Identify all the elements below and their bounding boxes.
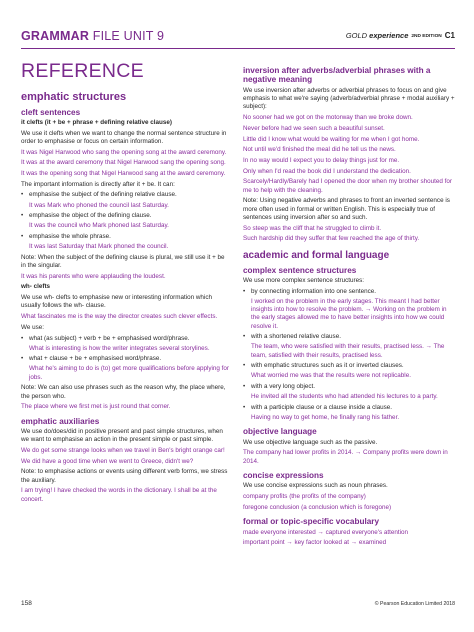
example: He invited all the students who had attended his lectures to a party. (251, 393, 438, 401)
aux-intro: We use do/does/did in positive present and past simple structures, when we want to emphasise an action in the present simple or past simple. (21, 428, 223, 444)
bullet-item: • with a participle clause or a clause inside a clause. (243, 404, 455, 412)
copyright-notice: © Pearson Education Limited 2018 (374, 601, 455, 607)
example: It was the opening song that Nigel Harwood sang at the award ceremony. (21, 170, 226, 178)
note: Note: to emphasise actions or events using different verb forms, we stress the auxiliary. (21, 468, 228, 484)
example: What is interesting is how the writer integrates several storylines. (29, 344, 210, 352)
example: Little did I know what would be waiting for me when I got home. (243, 135, 420, 143)
example: It was Mark who phoned the council last Saturday. (29, 201, 169, 209)
wh-intro: We use wh- clefts to emphasise new or interesting information which usually follows the wh- clause. (21, 294, 212, 310)
example: The team, who were satisfied with their results, practised less. → The team, satisfied with their results, practised less. (251, 343, 445, 359)
example: made everyone interested → captured everyone's attention (243, 528, 409, 536)
example: We did have a good time when we went to Greece, didn't we? (21, 457, 194, 465)
example: It was at the award ceremony that Nigel Harwood sang the opening song. (21, 159, 226, 167)
bullet-item: • with emphatic structures such as it or inverted clauses. (243, 362, 455, 370)
example: In no way would I expect you to delay things just for me. (243, 156, 400, 164)
bullet-item: • what + clause + be + emphasised word/phrase. (21, 355, 229, 363)
subheading-complex: complex sentence structures (243, 265, 357, 275)
page-number: 158 (21, 600, 32, 607)
subheading-objective: objective language (243, 427, 317, 437)
bullet-item: • with a very long object. (243, 383, 455, 391)
cleft-rule: it clefts (it + be + phrase + defining relative clause) (21, 119, 173, 127)
section-heading-academic: academic and formal language (243, 249, 390, 261)
example: foregone conclusion (a conclusion which is foregone) (243, 503, 392, 511)
page-title: REFERENCE (21, 60, 144, 82)
cleft-intro: We use it clefts when we want to change the normal sentence structure in order to emphasise or focus on certain information. (21, 129, 227, 145)
example: What he's aiming to do is (to) get more qualifications before applying for jobs. (29, 365, 230, 381)
example: important point → key factor looked at → examined (243, 539, 387, 547)
section-heading-emphatic: emphatic structures (21, 90, 127, 103)
bullet-item: • emphasise the object of the defining clause. (21, 212, 229, 220)
example: It was last Saturday that Mark phoned the council. (29, 243, 169, 251)
example: Having no way to get home, he finally rang his father. (251, 414, 400, 422)
example: Not until we'd finished the meal did he tell us the news. (243, 146, 396, 154)
subheading-cleft: cleft sentences (21, 107, 81, 117)
subheading-inversion: inversion after adverbs/adverbial phrases with a negative meaning (243, 66, 431, 85)
gold-label: GOLD (345, 31, 368, 40)
example: Never before had we seen such a beautiful sunset. (243, 124, 385, 132)
bullet-item: • emphasise the subject of the defining relative clause. (21, 191, 229, 199)
bullet-item: • emphasise the whole phrase. (21, 233, 229, 241)
inversion-intro: We use inversion after adverbs or adverbial phrases to focus on and give emphasis to what we're saying (adverb/adverbial phrase + modal auxiliary + subject): (243, 86, 455, 111)
example: I am trying! I have checked the words in the dictionary. I shall be at the concert. (21, 487, 217, 503)
example: It was the council who Mark phoned last Saturday. (29, 222, 169, 230)
example: We do get some strange looks when we travel in Ben's bright orange car! (21, 447, 225, 455)
bullet-item: • what (as subject) + verb + be + emphasised word/phrase. (21, 335, 229, 343)
example: I worked on the problem in the early stages. This meant I had better insights into how to resolve the problem. → Working on the problem in the early stages allowed me to have better insights into how we could resolve it. (251, 297, 447, 330)
example: What fascinates me is the way the director creates such clever effects. (21, 313, 218, 321)
bullet-item: • with a shortened relative clause. (243, 333, 455, 341)
header-divider (21, 48, 455, 49)
subheading-aux: emphatic auxiliaries (21, 416, 100, 426)
note: Note: We can also use phrases such as the reason why, the place where, the person who. (21, 384, 226, 400)
example: So steep was the cliff that he struggled to climb it. (243, 224, 382, 232)
note: Note: Using negative adverbs and phrases to front an inverted sentence is more often used in formal or written English. This is especially true of sentences using inversion after so and such. (243, 197, 450, 221)
example: What worried me was that the results were not replicable. (251, 372, 411, 380)
level-label: C1 (444, 31, 455, 40)
example: company profits (the profits of the company) (243, 493, 366, 501)
book-logo (346, 31, 455, 42)
concise-intro: We use concise expressions such as noun phrases. (243, 482, 388, 490)
objective-intro: We use objective language such as the passive. (243, 438, 378, 446)
example: Scarcely/Hardly/Barely had I opened the door when my brother shouted for me to help with the cleaning. (243, 178, 452, 194)
grammar-file-title (21, 28, 164, 45)
important-text: The important information is directly after it + be. It can: (21, 180, 175, 188)
example: It was Nigel Harwood who sang the opening song at the award ceremony. (21, 148, 227, 156)
file-unit-label: FILE UNIT 9 (92, 29, 165, 43)
example: The place where we first met is just round that corner. (21, 403, 171, 411)
right-column (243, 66, 455, 550)
experience-label: experience (369, 31, 409, 40)
bullet-item: • by connecting information into one sentence. (243, 288, 455, 296)
subheading-concise: concise expressions (243, 471, 324, 481)
example: The company had lower profits in 2014. → Company profits were down in 2014. (243, 449, 448, 465)
example: Only when I'd read the book did I understand the dedication. (243, 167, 411, 175)
complex-intro: We use more complex sentence structures: (243, 276, 364, 284)
example: Such hardship did they suffer that few reached the age of thirty. (243, 235, 420, 243)
page-footer (21, 600, 455, 610)
left-column (21, 62, 229, 506)
grammar-label: GRAMMAR (21, 29, 90, 43)
example: It was his parents who were applauding the loudest. (21, 272, 166, 280)
page-header (21, 28, 455, 44)
note: Note: When the subject of the defining clause is plural, we still use it + be in the singular. (21, 253, 225, 270)
edition-label: 2ND EDITION (411, 34, 442, 39)
subheading-vocabulary: formal or topic-specific vocabulary (243, 517, 380, 527)
we-use-label: We use: (21, 323, 44, 331)
subheading-wh: wh- clefts (21, 283, 51, 291)
example: No sooner had we got on the motorway than we broke down. (243, 114, 413, 122)
